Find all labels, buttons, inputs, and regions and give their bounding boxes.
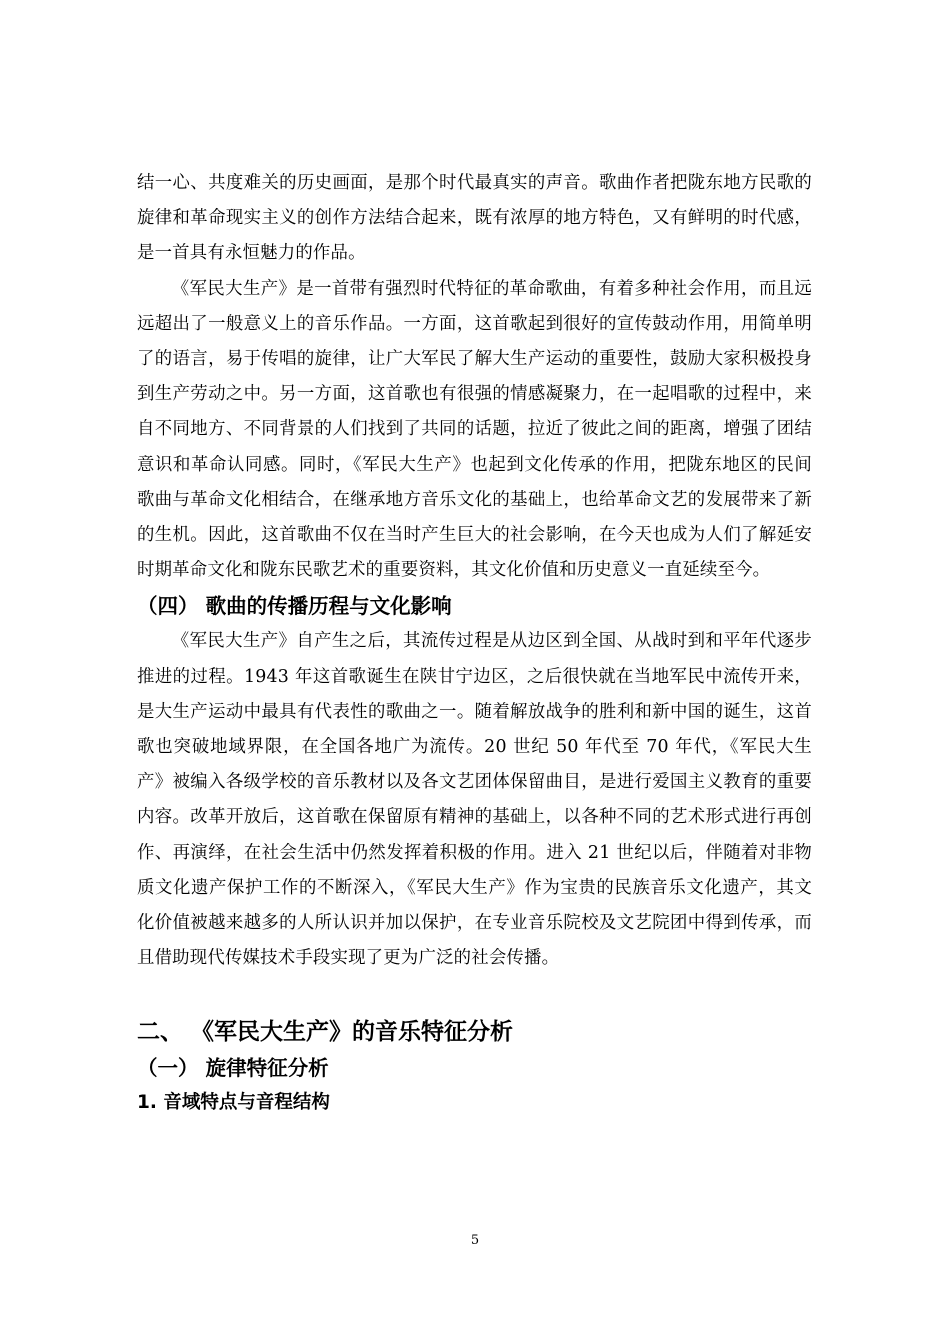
body-paragraph-social-role: 《军民大生产》是一首带有强烈时代特征的革命歌曲，有着多种社会作用，而且远远超出了一般意义上的音乐作品。一方面，这首歌起到很好的宣传鼓动作用，用简单明了的语言，易于传唱的旋律，让广大军民了解大生产运动的重要性，鼓励大家积极投身到生产劳动之中。另一方面，这首歌也有很强的情感凝聚力，在一起唱歌的过程中，来自不同地方、不同背景的人们找到了共同的话题，拉近了彼此之间的距离，增强了团结意识和革命认同感。同时，《军民大生产》也起到文化传承的作用，把陇东地区的民间歌曲与革命文化相结合，在继承地方音乐文化的基础上，也给革命文艺的发展带来了新的生机。因此，这首歌曲不仅在当时产生巨大的社会影响，在今天也成为人们了解延安时期革命文化和陇东民歌艺术的重要资料，其文化价值和历史意义一直延续至今。 (137, 278, 812, 581)
section-heading-melody-features: （一） 旋律特征分析 (137, 1056, 329, 1081)
chapter-heading-music-features: 二、 《军民大生产》的音乐特征分析 (137, 1019, 514, 1046)
body-paragraph-spread-history: 《军民大生产》自产生之后，其流传过程是从边区到全国、从战时到和平年代逐步推进的过程。1943 年这首歌诞生在陕甘宁边区，之后很快就在当地军民中流传开来，是大生产运动中最具有代表性的歌曲之一。随着解放战争的胜利和新中国的诞生，这首歌也突破地域界限，在全国各地广为流传。20 世纪 50 年代至 70 年代，《军民大生产》被编入各级学校的音乐教材以及各文艺团体保留曲目，是进行爱国主义教育的重要内容。改革开放后，这首歌在保留原有精神的基础上，以各种不同的艺术形式进行再创作、再演绎，在社会生活中仍然发挥着积极的作用。进入 21 世纪以后，伴随着对非物质文化遗产保护工作的不断深入，《军民大生产》作为宝贵的民族音乐文化遗产，其文化价值被越来越多的人所认识并加以保护，在专业音乐院校及文艺院团中得到传承，而且借助现代传媒技术手段实现了更为广泛的社会传播。 (137, 631, 812, 969)
page-content (137, 166, 812, 1120)
section-gap (137, 976, 812, 1014)
page-number: 5 (470, 1233, 480, 1248)
subsection-heading-range-intervals: 1. 音域特点与音程结构 (137, 1092, 330, 1114)
section-heading-spread-history: （四） 歌曲的传播历程与文化影响 (137, 594, 452, 619)
body-paragraph-continued: 结一心、共度难关的历史画面，是那个时代最真实的声音。歌曲作者把陇东地方民歌的旋律和革命现实主义的创作方法结合起来，既有浓厚的地方特色，又有鲜明的时代感，是一首具有永恒魅力的作品。 (137, 173, 812, 264)
